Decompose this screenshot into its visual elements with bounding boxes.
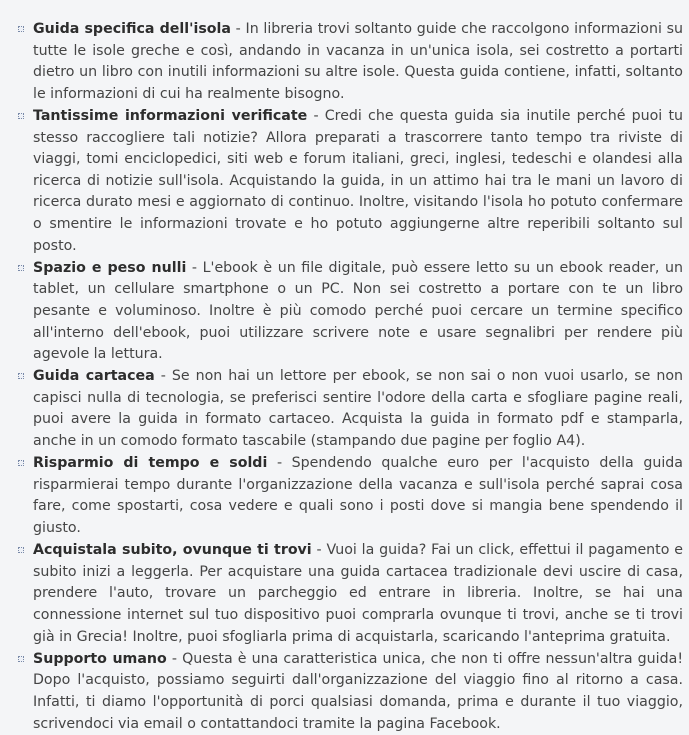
list-item (0, 540, 683, 648)
item-text: - Vuoi la guida? Fai un click, effettui il pagamento e subito inizi a leggerla. Per acquistare una guida cartacea tradizionale devi uscire di casa, prendere l'auto, trovare un parcheggio ed entrare in libreria. Inoltre, se hai una connessione internet sul tuo dispositivo puoi comprarla ovunque ti trovi, anche se ti trovi già in Grecia! Inoltre, puoi sfogliarla prima di acquistarla, scaricando l'anteprima gratuita. (33, 542, 683, 645)
item-text: - Credi che questa guida sia inutile perché puoi tu stesso raccogliere tali notizie? Allora preparati a trascorrere tanto tempo tra riviste di viaggi, tomi enciclopedici, siti web e forum italiani, greci, inglesi, tedeschi e olandesi alla ricerca di notizie sull'isola. Acquistando la guida, in un attimo hai tra le mani un lavoro di ricerca durato mesi e aggiornato di continuo. Inoltre, visitando l'isola ho potuto confermare o smentire le informazioni trovate e ho potuto aggiungerne altre reperibili soltanto sul posto. (33, 107, 683, 254)
square-bullet-icon (18, 547, 24, 553)
square-bullet-icon (18, 460, 24, 466)
item-title: Risparmio di tempo e soldi (33, 455, 268, 472)
item-title: Tantissime informazioni verificate (33, 107, 308, 124)
item-text: - Se non hai un lettore per ebook, se non sai o non vuoi usarlo, se non capisci nulla di tecnologia, se preferisci sentire l'odore della carta e sfogliare pagine reali, puoi avere la guida in formato cartaceo. Acquista la guida in formato pdf e stamparla, anche in un comodo formato tascabile (stampando due pagine per foglio A4). (33, 368, 683, 450)
list-item (0, 649, 683, 735)
item-title: Spazio e peso nulli (33, 259, 187, 276)
list-item (0, 453, 683, 539)
list-item (0, 106, 683, 257)
feature-list (0, 19, 683, 735)
list-item (0, 19, 683, 105)
square-bullet-icon (18, 113, 24, 119)
list-item (0, 258, 683, 366)
item-text: - Questa è una caratteristica unica, che non ti offre nessun'altra guida! Dopo l'acquisto, possiamo seguirti dall'organizzazione del viaggio fino al ritorno a casa. Infatti, ti diamo l'opportunità di porci qualsiasi domanda, prima e durante il tuo viaggio, scrivendoci via email o contattandoci tramite la pagina Facebook. (33, 650, 684, 732)
square-bullet-icon (18, 373, 24, 379)
item-text: - L'ebook è un file digitale, può essere letto su un ebook reader, un tablet, un cellulare smartphone o un PC. Non sei costretto a portare con te un libro pesante e voluminoso. Inoltre è più comodo perché puoi cercare un termine specifico all'interno dell'ebook, puoi utilizzare scrivere note e usare segnalibri per rendere più agevole la lettura. (33, 259, 683, 363)
item-title: Guida specifica dell'isola (33, 21, 231, 37)
square-bullet-icon (18, 265, 24, 271)
list-item (0, 366, 683, 452)
item-title: Guida cartacea (33, 368, 155, 385)
item-text: - Spendendo qualche euro per l'acquisto della guida risparmierai tempo durante l'organizzazione della vacanza e sull'isola perché saprai cosa fare, come spostarti, cosa vedere e quali sono i posti dove si mangia bene spendendo il giusto. (33, 455, 683, 537)
square-bullet-icon (18, 656, 24, 662)
item-title: Supporto umano (33, 650, 167, 667)
item-text: - In libreria trovi soltanto guide che raccolgono informazioni su tutte le isole greche e così, andando in vacanza in un'unica isola, sei costretto a portarti dietro un libro con inutili informazioni su altre isole. Questa guida contiene, infatti, soltanto le informazioni di cui ha realmente bisogno. (33, 21, 683, 102)
square-bullet-icon (18, 26, 24, 32)
item-title: Acquistala subito, ovunque ti trovi (33, 542, 312, 559)
